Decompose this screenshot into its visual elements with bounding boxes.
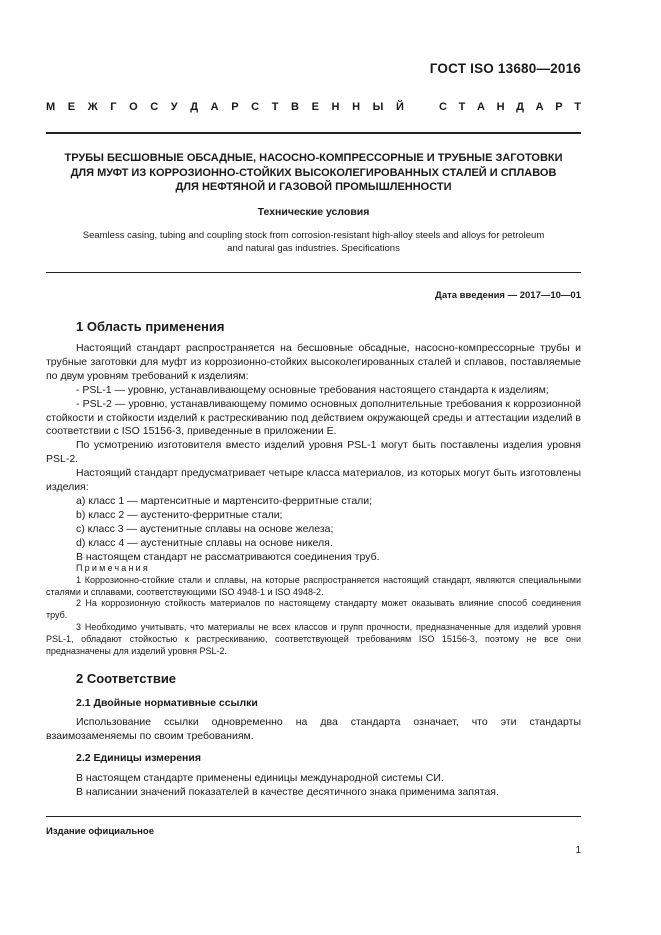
standard-header bbox=[46, 101, 581, 113]
paragraph: По усмотрению изготовителя вместо изделий уровня PSL-1 могут быть поставлены изделия уровня PSL-2. bbox=[46, 439, 581, 466]
header-letter: Р bbox=[231, 101, 239, 113]
note-item: 2 На коррозионную стойкость материалов по настоящему стандарту может оказывать влияние способ соединения труб. bbox=[46, 598, 581, 621]
header-letter: Й bbox=[395, 101, 404, 113]
header-letter: Н bbox=[352, 101, 361, 113]
note-item: 1 Коррозионно-стойкие стали и сплавы, на которые распространяется настоящий стандарт, являются специальными сталями и сплавами, соответствующими ISO 4948-1 и ISO 4948-2. bbox=[46, 574, 581, 597]
document-title bbox=[46, 151, 581, 195]
header-letter: Т bbox=[574, 101, 581, 113]
header-letter: А bbox=[476, 101, 485, 113]
edition-label: Издание официальное bbox=[46, 826, 154, 837]
list-item: d) класс 4 — аустенитные сплавы на основе никеля. bbox=[76, 536, 333, 549]
header-letter: У bbox=[170, 101, 178, 113]
page-number: 1 bbox=[575, 845, 581, 856]
section-1-body bbox=[46, 342, 581, 565]
header-letter: В bbox=[291, 101, 299, 113]
header-letter: М bbox=[46, 101, 56, 113]
section-2-2-body bbox=[46, 772, 581, 800]
header-letter: О bbox=[129, 101, 138, 113]
english-title bbox=[46, 229, 581, 255]
notes-heading: Примечания bbox=[76, 563, 150, 573]
paragraph: В написании значений показателей в качестве десятичного знака применима запятая. bbox=[76, 785, 499, 798]
section-1-heading: 1 Область применения bbox=[76, 319, 225, 334]
list-item: а) класс 1 — мартенситные и мартенсито-ферритные стали; bbox=[76, 494, 373, 507]
header-letter: Н bbox=[496, 101, 505, 113]
introduction-date: Дата введения — 2017—10—01 bbox=[435, 290, 581, 301]
header-letter: Т bbox=[458, 101, 466, 113]
header-letter: Н bbox=[331, 101, 340, 113]
header-letter: Т bbox=[271, 101, 279, 113]
header-letter: Е bbox=[67, 101, 76, 113]
paragraph: Настоящий стандарт распространяется на бесшовные обсадные, насосно-компрессорные трубы и трубные заготовки для муфт из коррозионно-стойких высоколегированных сталей и сплавов, поставляемые по двум уровням требований к изделиям: bbox=[46, 342, 581, 382]
section-2-2-heading: 2.2 Единицы измерения bbox=[76, 752, 201, 764]
document-code: ГОСТ ISO 13680—2016 bbox=[429, 61, 581, 76]
english-title-line: Seamless casing, tubing and coupling stock from corrosion-resistant high-alloy steels and alloys for petroleum bbox=[82, 230, 545, 241]
title-line: ДЛЯ МУФТ ИЗ КОРРОЗИОННО-СТОЙКИХ ВЫСОКОЛЕГИРОВАННЫХ СТАЛЕЙ И СПЛАВОВ bbox=[70, 166, 557, 179]
note-item: 3 Необходимо учитывать, что материалы не всех классов и групп прочности, предназначенные для изделий уровня PSL-1, обладают стойкостью к растрескиванию, соответствующей требованиям ISO 15156-3, поэтому не все они предназначены для изделий уровня PSL-2. bbox=[46, 621, 581, 656]
header-letter: Д bbox=[516, 101, 524, 113]
list-item: b) класс 2 — аустенито-ферритные стали; bbox=[76, 508, 283, 521]
standard-word-standard bbox=[439, 101, 581, 113]
section-2-heading: 2 Соответствие bbox=[76, 671, 177, 686]
footer-divider bbox=[46, 816, 581, 817]
header-divider bbox=[46, 132, 581, 134]
title-line: ДЛЯ НЕФТЯНОЙ И ГАЗОВОЙ ПРОМЫШЛЕННОСТИ bbox=[175, 181, 452, 193]
title-line: ТРУБЫ БЕСШОВНЫЕ ОБСАДНЫЕ, НАСОСНО-КОМПРЕССОРНЫЕ И ТРУБНЫЕ ЗАГОТОВКИ bbox=[64, 152, 563, 164]
header-letter: Р bbox=[555, 101, 563, 113]
header-letter: Е bbox=[311, 101, 319, 113]
list-item: - PSL-2 — уровню, устанавливающему помимо основных дополнительные требования к коррозионной стойкости и стойкости изделий к растрескиванию под действием окружающей среды и аттестации изделий в соответствии с ISO 15156-3, приведенные в приложении Е. bbox=[46, 397, 581, 438]
list-item: c) класс 3 — аустенитные сплавы на основе железа; bbox=[76, 522, 334, 535]
section-2-1-heading: 2.1 Двойные нормативные ссылки bbox=[76, 697, 258, 709]
header-letter: С bbox=[251, 101, 260, 113]
paragraph: В настоящем стандарте применены единицы международной системы СИ. bbox=[76, 772, 444, 784]
list-item: - PSL-1 — уровню, устанавливающему основные требования настоящего стандарта к изделиям; bbox=[76, 383, 549, 396]
document-subtitle: Технические условия bbox=[257, 206, 370, 218]
notes-block bbox=[46, 563, 581, 657]
header-letter: Ы bbox=[372, 101, 384, 113]
header-letter: А bbox=[210, 101, 219, 113]
header-letter: С bbox=[150, 101, 159, 113]
header-letter: С bbox=[439, 101, 447, 113]
header-letter: Д bbox=[190, 101, 199, 113]
paragraph: Использование ссылки одновременно на два стандарта означает, что эти стандарты взаимозаменяемы по своим требованиям. bbox=[46, 716, 581, 742]
header-letter: Г bbox=[110, 101, 117, 113]
section-2-1-body bbox=[46, 716, 581, 744]
header-letter: Ж bbox=[87, 101, 98, 113]
header-letter: А bbox=[535, 101, 544, 113]
paragraph: В настоящем стандарт не рассматриваются соединения труб. bbox=[76, 550, 380, 563]
standard-word-interstate bbox=[46, 101, 404, 113]
paragraph: Настоящий стандарт предусматривает четыре класса материалов, из которых могут быть изготовлены изделия: bbox=[46, 467, 581, 494]
english-title-line: and natural gas industries. Specifications bbox=[227, 243, 400, 254]
title-divider bbox=[46, 272, 581, 273]
